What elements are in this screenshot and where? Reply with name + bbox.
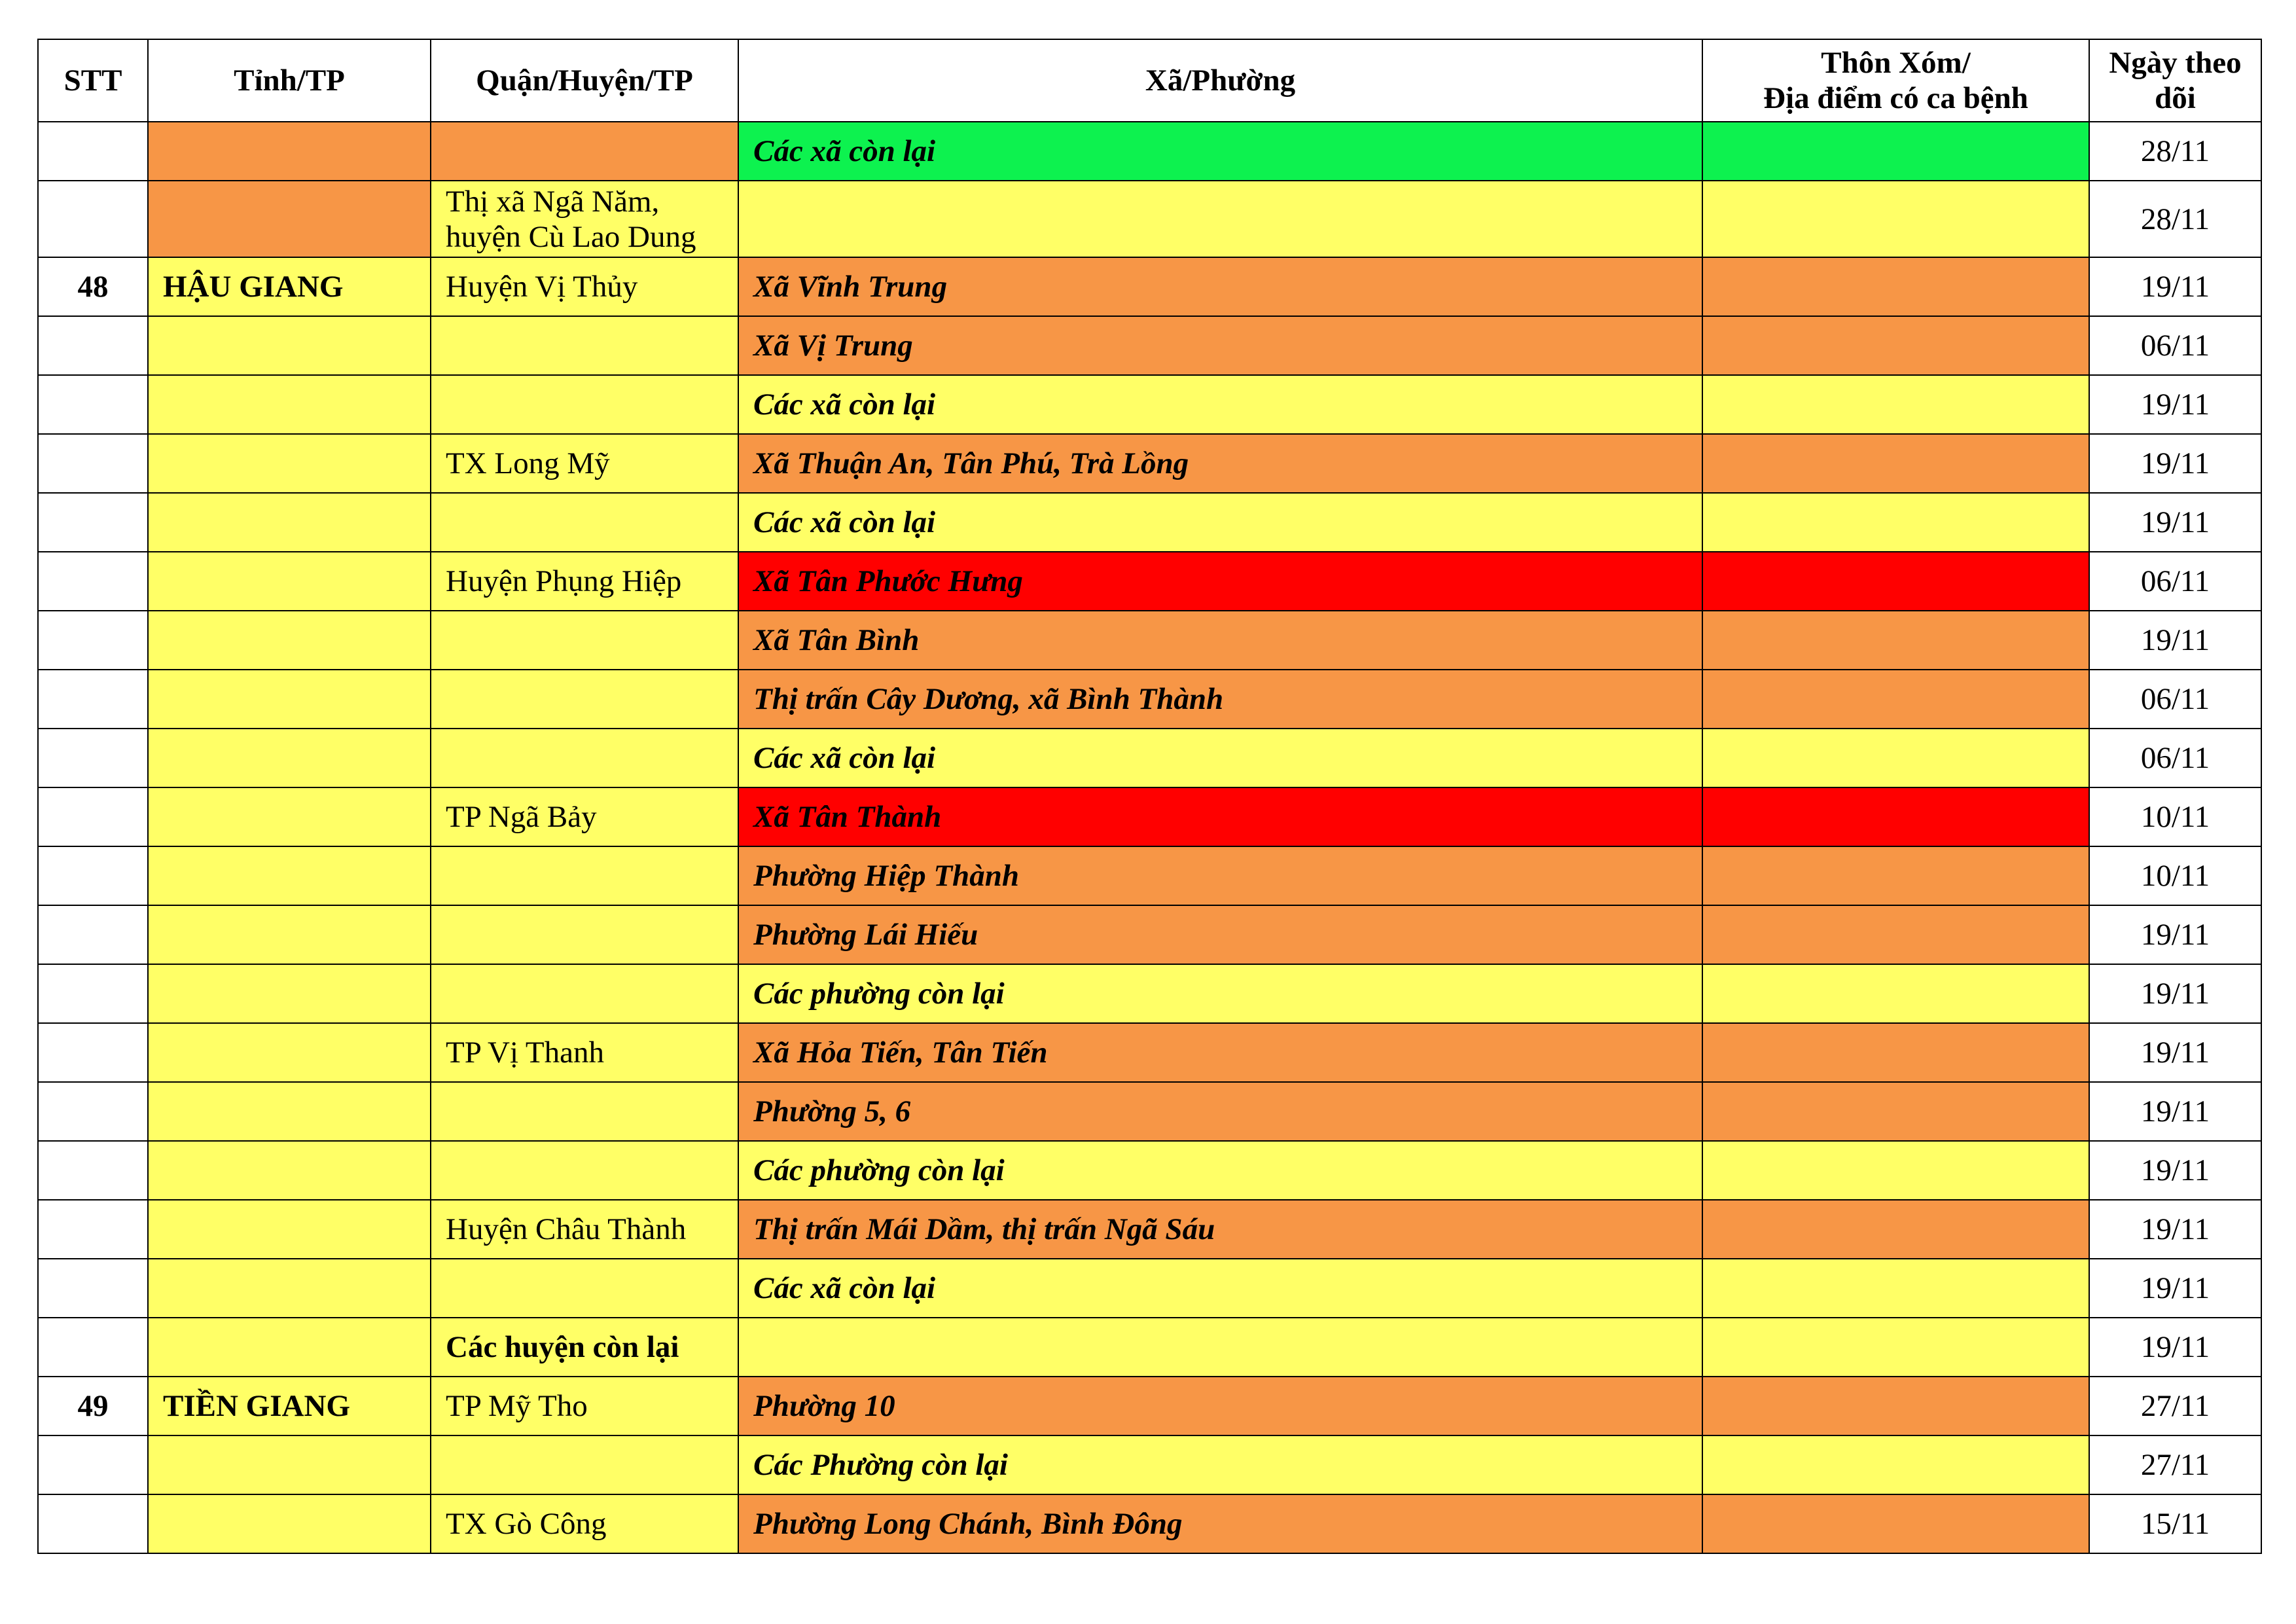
table-row — [38, 905, 2261, 964]
header-thon — [1702, 39, 2089, 122]
table-row — [38, 1435, 2261, 1494]
cell-ngay: 19/11 — [2089, 1141, 2261, 1200]
cell-quan: TP Ngã Bảy — [431, 787, 738, 846]
cell-stt — [38, 964, 148, 1023]
table-row — [38, 729, 2261, 787]
cell-xa: Thị trấn Cây Dương, xã Bình Thành — [738, 670, 1702, 729]
cell-tinh — [148, 434, 431, 493]
cell-xa: Các xã còn lại — [738, 122, 1702, 181]
cell-xa: Các xã còn lại — [738, 375, 1702, 434]
cell-quan: TP Vị Thanh — [431, 1023, 738, 1082]
cell-thon — [1702, 552, 2089, 611]
cell-ngay: 28/11 — [2089, 181, 2261, 257]
table-row — [38, 1023, 2261, 1082]
header-row — [38, 39, 2261, 122]
cell-ngay: 19/11 — [2089, 1259, 2261, 1318]
cell-quan — [431, 729, 738, 787]
cell-ngay: 06/11 — [2089, 670, 2261, 729]
monitoring-table — [37, 39, 2262, 1554]
cell-xa: Xã Hỏa Tiến, Tân Tiến — [738, 1023, 1702, 1082]
cell-quan — [431, 181, 738, 257]
table-row — [38, 1259, 2261, 1318]
cell-ngay: 19/11 — [2089, 434, 2261, 493]
cell-xa: Phường 5, 6 — [738, 1082, 1702, 1141]
cell-xa: Phường Hiệp Thành — [738, 846, 1702, 905]
cell-tinh — [148, 1259, 431, 1318]
cell-stt — [38, 1259, 148, 1318]
table-row — [38, 375, 2261, 434]
cell-thon — [1702, 787, 2089, 846]
cell-quan: Huyện Phụng Hiệp — [431, 552, 738, 611]
cell-quan — [431, 670, 738, 729]
cell-xa: Thị trấn Mái Dầm, thị trấn Ngã Sáu — [738, 1200, 1702, 1259]
cell-ngay: 19/11 — [2089, 905, 2261, 964]
table-row — [38, 1318, 2261, 1377]
cell-xa: Các xã còn lại — [738, 729, 1702, 787]
cell-ngay: 10/11 — [2089, 787, 2261, 846]
cell-tinh — [148, 787, 431, 846]
header-tinh: Tỉnh/TP — [148, 39, 431, 122]
table-row — [38, 316, 2261, 375]
table-row — [38, 493, 2261, 552]
cell-xa — [738, 181, 1702, 257]
cell-tinh — [148, 846, 431, 905]
cell-stt — [38, 493, 148, 552]
cell-tinh — [148, 493, 431, 552]
cell-quan — [431, 611, 738, 670]
cell-tinh — [148, 964, 431, 1023]
cell-ngay: 19/11 — [2089, 257, 2261, 316]
cell-thon — [1702, 611, 2089, 670]
cell-thon — [1702, 1494, 2089, 1553]
cell-xa: Các Phường còn lại — [738, 1435, 1702, 1494]
header-xa: Xã/Phường — [738, 39, 1702, 122]
cell-stt — [38, 670, 148, 729]
cell-quan — [431, 1141, 738, 1200]
table-row — [38, 846, 2261, 905]
table-row — [38, 670, 2261, 729]
cell-quan: Huyện Vị Thủy — [431, 257, 738, 316]
cell-xa: Xã Vị Trung — [738, 316, 1702, 375]
cell-thon — [1702, 1318, 2089, 1377]
table-row — [38, 611, 2261, 670]
cell-stt — [38, 122, 148, 181]
cell-xa: Xã Tân Phước Hưng — [738, 552, 1702, 611]
cell-thon — [1702, 122, 2089, 181]
cell-stt — [38, 316, 148, 375]
cell-quan: TP Mỹ Tho — [431, 1377, 738, 1435]
cell-stt — [38, 1494, 148, 1553]
cell-stt — [38, 787, 148, 846]
header-ngay-line1: Ngày theo — [2109, 46, 2242, 80]
cell-ngay: 19/11 — [2089, 1023, 2261, 1082]
table-row — [38, 434, 2261, 493]
cell-thon — [1702, 670, 2089, 729]
cell-ngay: 06/11 — [2089, 316, 2261, 375]
cell-xa: Xã Tân Thành — [738, 787, 1702, 846]
cell-ngay: 19/11 — [2089, 493, 2261, 552]
cell-stt — [38, 375, 148, 434]
cell-stt — [38, 552, 148, 611]
cell-tinh — [148, 611, 431, 670]
cell-stt — [38, 611, 148, 670]
cell-tinh — [148, 1200, 431, 1259]
cell-xa: Phường Long Chánh, Bình Đông — [738, 1494, 1702, 1553]
cell-thon — [1702, 257, 2089, 316]
cell-stt: 48 — [38, 257, 148, 316]
table-row — [38, 1494, 2261, 1553]
cell-ngay: 19/11 — [2089, 375, 2261, 434]
cell-tinh — [148, 905, 431, 964]
cell-xa: Phường 10 — [738, 1377, 1702, 1435]
cell-quan-line2: huyện Cù Lao Dung — [446, 219, 696, 254]
cell-xa: Các xã còn lại — [738, 1259, 1702, 1318]
cell-tinh — [148, 181, 431, 257]
table-row — [38, 181, 2261, 257]
cell-tinh — [148, 316, 431, 375]
cell-tinh — [148, 1318, 431, 1377]
cell-thon — [1702, 1200, 2089, 1259]
cell-thon — [1702, 1023, 2089, 1082]
header-stt: STT — [38, 39, 148, 122]
cell-xa: Xã Tân Bình — [738, 611, 1702, 670]
cell-quan — [431, 122, 738, 181]
cell-stt: 49 — [38, 1377, 148, 1435]
cell-stt — [38, 1082, 148, 1141]
cell-stt — [38, 181, 148, 257]
header-ngay — [2089, 39, 2261, 122]
header-thon-line2: Địa điểm có ca bệnh — [1763, 81, 2028, 115]
cell-xa: Xã Vĩnh Trung — [738, 257, 1702, 316]
cell-quan — [431, 316, 738, 375]
cell-ngay: 28/11 — [2089, 122, 2261, 181]
header-thon-line1: Thôn Xóm/ — [1821, 46, 1971, 80]
table-row — [38, 122, 2261, 181]
table-row — [38, 964, 2261, 1023]
cell-tinh — [148, 1023, 431, 1082]
cell-xa: Các phường còn lại — [738, 964, 1702, 1023]
cell-ngay: 19/11 — [2089, 964, 2261, 1023]
cell-quan — [431, 905, 738, 964]
cell-stt — [38, 1023, 148, 1082]
cell-ngay: 27/11 — [2089, 1377, 2261, 1435]
cell-stt — [38, 905, 148, 964]
table-row — [38, 1141, 2261, 1200]
cell-tinh — [148, 1435, 431, 1494]
cell-tinh — [148, 1141, 431, 1200]
cell-thon — [1702, 964, 2089, 1023]
cell-quan-line1: Thị xã Ngã Năm, — [446, 184, 660, 219]
cell-ngay: 06/11 — [2089, 552, 2261, 611]
cell-thon — [1702, 1259, 2089, 1318]
cell-stt — [38, 1435, 148, 1494]
cell-quan — [431, 375, 738, 434]
cell-thon — [1702, 181, 2089, 257]
cell-quan: Huyện Châu Thành — [431, 1200, 738, 1259]
cell-ngay: 27/11 — [2089, 1435, 2261, 1494]
cell-quan — [431, 1082, 738, 1141]
header-quan: Quận/Huyện/TP — [431, 39, 738, 122]
cell-stt — [38, 1318, 148, 1377]
cell-thon — [1702, 905, 2089, 964]
table-row — [38, 1082, 2261, 1141]
cell-stt — [38, 846, 148, 905]
cell-quan — [431, 1435, 738, 1494]
cell-stt — [38, 729, 148, 787]
cell-thon — [1702, 1082, 2089, 1141]
cell-ngay: 06/11 — [2089, 729, 2261, 787]
cell-tinh — [148, 122, 431, 181]
table-row — [38, 552, 2261, 611]
cell-tinh — [148, 552, 431, 611]
cell-thon — [1702, 434, 2089, 493]
cell-thon — [1702, 846, 2089, 905]
cell-xa — [738, 1318, 1702, 1377]
cell-thon — [1702, 1377, 2089, 1435]
cell-ngay: 19/11 — [2089, 1082, 2261, 1141]
cell-quan — [431, 846, 738, 905]
cell-quan — [431, 493, 738, 552]
cell-ngay: 19/11 — [2089, 611, 2261, 670]
cell-tinh — [148, 729, 431, 787]
table-row — [38, 1200, 2261, 1259]
cell-ngay: 15/11 — [2089, 1494, 2261, 1553]
cell-thon — [1702, 493, 2089, 552]
cell-tinh — [148, 375, 431, 434]
cell-thon — [1702, 316, 2089, 375]
cell-thon — [1702, 1435, 2089, 1494]
cell-ngay: 19/11 — [2089, 1200, 2261, 1259]
cell-tinh — [148, 1082, 431, 1141]
cell-quan — [431, 1259, 738, 1318]
table-row — [38, 1377, 2261, 1435]
cell-quan — [431, 964, 738, 1023]
cell-stt — [38, 434, 148, 493]
cell-ngay: 10/11 — [2089, 846, 2261, 905]
cell-tinh — [148, 1494, 431, 1553]
cell-tinh — [148, 670, 431, 729]
table-row — [38, 787, 2261, 846]
cell-thon — [1702, 375, 2089, 434]
cell-xa: Các xã còn lại — [738, 493, 1702, 552]
cell-ngay: 19/11 — [2089, 1318, 2261, 1377]
cell-quan: TX Gò Công — [431, 1494, 738, 1553]
cell-xa: Xã Thuận An, Tân Phú, Trà Lồng — [738, 434, 1702, 493]
table-row — [38, 257, 2261, 316]
cell-quan: Các huyện còn lại — [431, 1318, 738, 1377]
cell-stt — [38, 1141, 148, 1200]
cell-quan: TX Long Mỹ — [431, 434, 738, 493]
cell-stt — [38, 1200, 148, 1259]
cell-xa: Các phường còn lại — [738, 1141, 1702, 1200]
cell-tinh: TIỀN GIANG — [148, 1377, 431, 1435]
cell-thon — [1702, 729, 2089, 787]
cell-xa: Phường Lái Hiếu — [738, 905, 1702, 964]
cell-thon — [1702, 1141, 2089, 1200]
cell-tinh: HẬU GIANG — [148, 257, 431, 316]
header-ngay-line2: dõi — [2155, 81, 2196, 115]
